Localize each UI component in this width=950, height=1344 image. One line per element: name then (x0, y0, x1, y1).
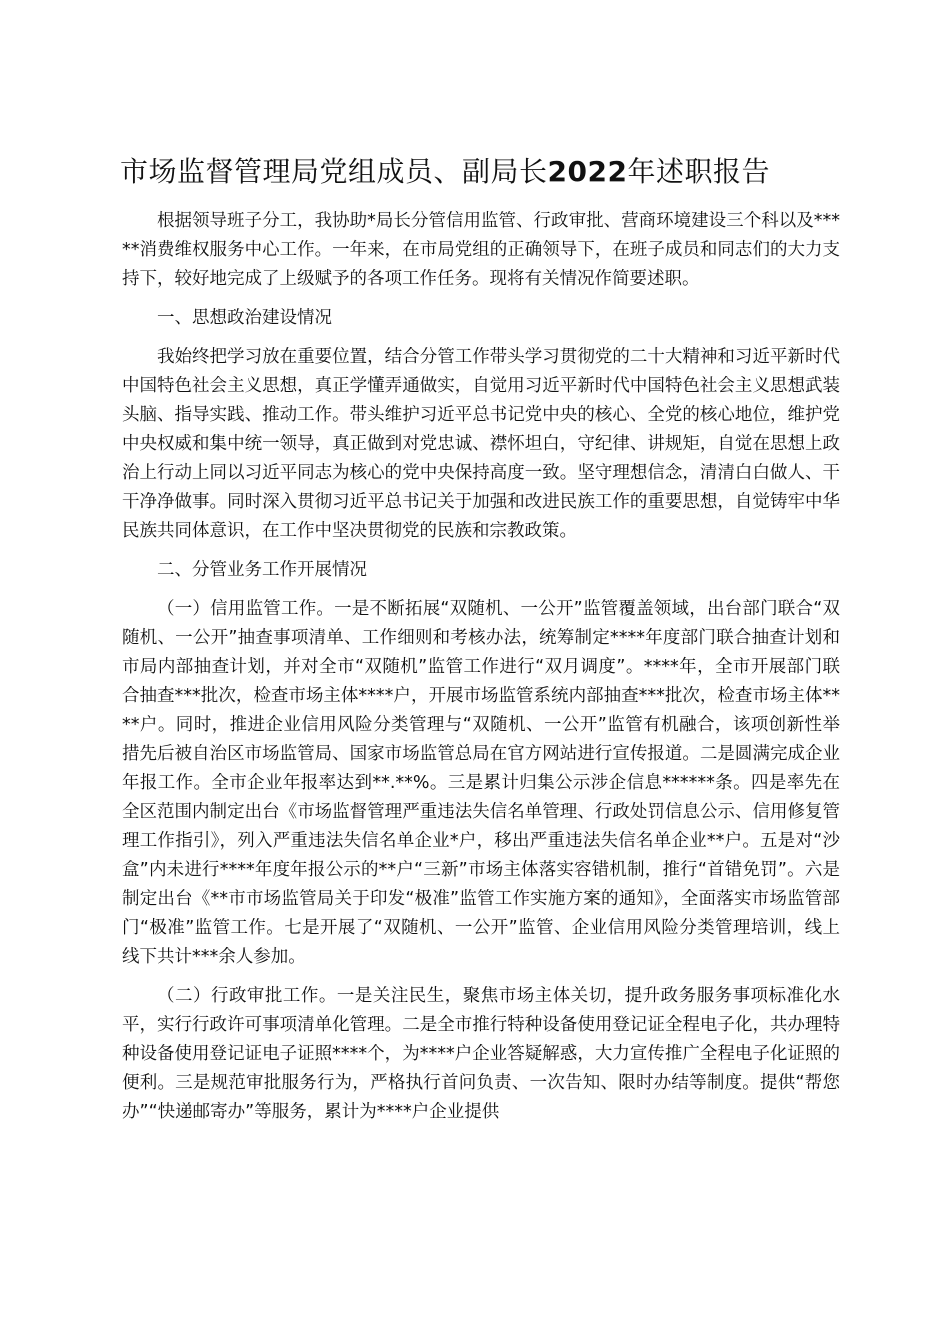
title-suffix: 年述职报告 (627, 155, 770, 188)
political-paragraph: 我始终把学习放在重要位置，结合分管工作带头学习贯彻党的二十大精神和习近平新时代中国特色社会主义思想，真正学懂弄通做实，自觉用习近平新时代中国特色社会主义思想武装头脑、指导实践、推动工作。带头维护习近平总书记党中央的核心、全党的核心地位，维护党中央权威和集中统一领导，真正做到对党忠诚、襟怀坦白，守纪律、讲规矩，自觉在思想上政治上行动上同以习近平同志为核心的党中央保持高度一致。坚守理想信念，清清白白做人、干干净净做事。同时深入贯彻习近平总书记关于加强和改进民族工作的重要思想，自觉铸牢中华民族共同体意识，在工作中坚决贯彻党的民族和宗教政策。 (122, 347, 840, 541)
administrative-approval-paragraph: （二）行政审批工作。一是关注民生，聚焦市场主体关切，提升政务服务事项标准化水平，实行行政许可事项清单化管理。二是全市推行特种设备使用登记证全程电子化，共办理特种设备使用登记证电子证照****个，为****户企业答疑解惑，大力宣传推广全程电子化证照的便利。三是规范审批服务行为，严格执行首问负责、一次告知、限时办结等制度。提供“帮您办”“快递邮寄办”等服务，累计为****户企业提供 (122, 986, 840, 1122)
document-title (120, 152, 840, 192)
document-body (122, 207, 840, 1137)
title-text: 市场监督管理局党组成员、副局长 (120, 155, 548, 188)
credit-supervision-paragraph: （一）信用监管工作。一是不断拓展“双随机、一公开”监管覆盖领域，出台部门联合“双随机、一公开”抽查事项清单、工作细则和考核办法，统筹制定****年度部门联合抽查计划和市局内部抽查计划，并对全市“双随机”监管工作进行“双月调度”。****年，全市开展部门联合抽查***批次，检查市场主体****户，开展市场监管系统内部抽查***批次，检查市场主体****户。同时，推进企业信用风险分类管理与“双随机、一公开”监管有机融合，该项创新性举措先后被自治区市场监管局、国家市场监管总局在官方网站进行宣传报道。二是圆满完成企业年报工作。全市企业年报率达到**.**%。三是累计归集公示涉企信息******条。四是率先在全区范围内制定出台《市场监督管理严重违法失信名单管理、行政处罚信息公示、信用修复管理工作指引》，列入严重违法失信名单企业*户，移出严重违法失信名单企业**户。五是对“沙盒”内未进行****年度年报公示的**户“三新”市场主体落实容错机制，推行“首错免罚”。六是制定出台《**市市场监管局关于印发“极准”监管工作实施方案的通知》，全面落实市场监管部门“极准”监管工作。七是开展了“双随机、一公开”监管、企业信用风险分类管理培训，线上线下共计***余人参加。 (122, 599, 841, 967)
section-heading-political: 一、思想政治建设情况 (157, 308, 332, 328)
intro-paragraph: 根据领导班子分工，我协助*局长分管信用监管、行政审批、营商环境建设三个科以及*****消费维权服务中心工作。一年来，在市局党组的正确领导下，在班子成员和同志们的大力支持下，较好地完成了上级赋予的各项工作任务。现将有关情况作简要述职。 (122, 211, 840, 289)
title-year: 2022 (547, 155, 628, 188)
section-heading-business: 二、分管业务工作开展情况 (157, 560, 367, 580)
